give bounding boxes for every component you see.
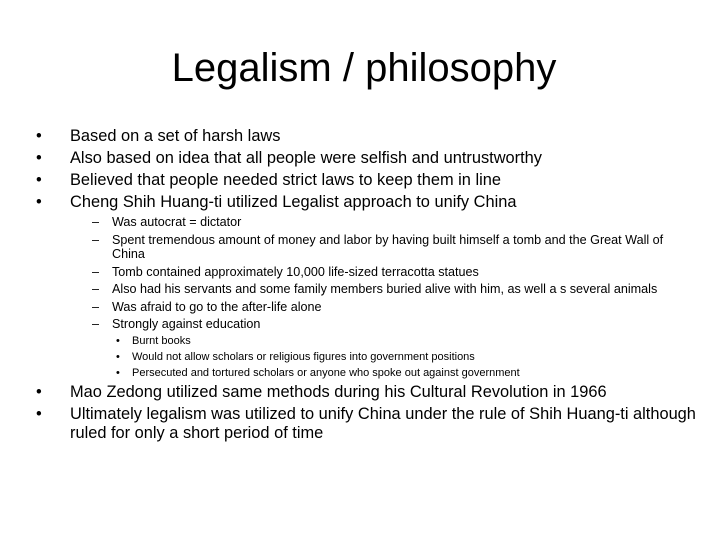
dash-marker: – [92,232,100,247]
bullet-text: Believed that people needed strict laws to keep them in line [70,171,501,189]
bullet-marker: • [36,171,42,189]
slide-title: Legalism / philosophy [171,46,557,90]
bullet-item [36,405,696,443]
small-bullet-marker: • [116,334,120,347]
sub-bullet-text: Tomb contained approximately 10,000 life-sized terracotta statues [112,264,479,279]
bullet-marker: • [36,382,42,401]
sub-bullet-text: Was afraid to go to the after-life alone [112,299,322,314]
sub-sub-bullet-text: Persecuted and tortured scholars or anyone who spoke out against government [132,366,520,379]
slide-body [36,127,696,446]
bullet-text: Mao Zedong utilized same methods during his Cultural Revolution in 1966 [70,382,607,401]
bullet-marker: • [36,149,42,167]
sub-bullet-item [92,215,696,230]
bullet-item [36,171,696,190]
bullet-marker: • [36,404,42,423]
sub-bullet-text: Was autocrat = dictator [112,215,242,229]
bullet-marker: • [36,193,42,211]
bullet-item [36,149,696,168]
sub-bullet-text: Strongly against education [112,317,261,331]
sub-bullet-text: Also had his servants and some family members buried alive with him, as well a s several animals [112,282,658,296]
dash-marker: – [92,215,100,229]
sub-sub-bullet-item [116,335,696,348]
dash-marker: – [92,299,100,314]
bullet-text: Cheng Shih Huang-ti utilized Legalist approach to unify China [70,193,517,211]
bullet-item [36,383,696,402]
bullet-item [36,193,696,212]
sub-sub-bullet-item [116,351,696,364]
bullet-item [36,127,696,146]
sub-sub-bullet-text: Burnt books [132,334,191,347]
sub-bullet-item [92,282,696,297]
sub-bullet-item [92,300,696,315]
dash-marker: – [92,282,100,296]
sub-sub-bullet-item [116,367,696,380]
small-bullet-marker: • [116,350,120,363]
bullet-text: Also based on idea that all people were selfish and untrustworthy [70,149,542,167]
dash-marker: – [92,264,100,279]
sub-sub-bullet-text: Would not allow scholars or religious figures into government positions [132,350,475,363]
dash-marker: – [92,317,100,331]
sub-bullet-item [92,233,696,262]
bullet-marker: • [36,127,42,145]
sub-bullet-item [92,265,696,280]
bullet-text: Based on a set of harsh laws [70,127,281,145]
sub-bullet-text: Spent tremendous amount of money and labor by having built himself a tomb and the Great Wall of China [112,232,664,261]
bullet-text: Ultimately legalism was utilized to unify China under the rule of Shih Huang-ti although ruled for only a short period of time [70,404,696,442]
small-bullet-marker: • [116,366,120,379]
sub-bullet-item [92,317,696,332]
